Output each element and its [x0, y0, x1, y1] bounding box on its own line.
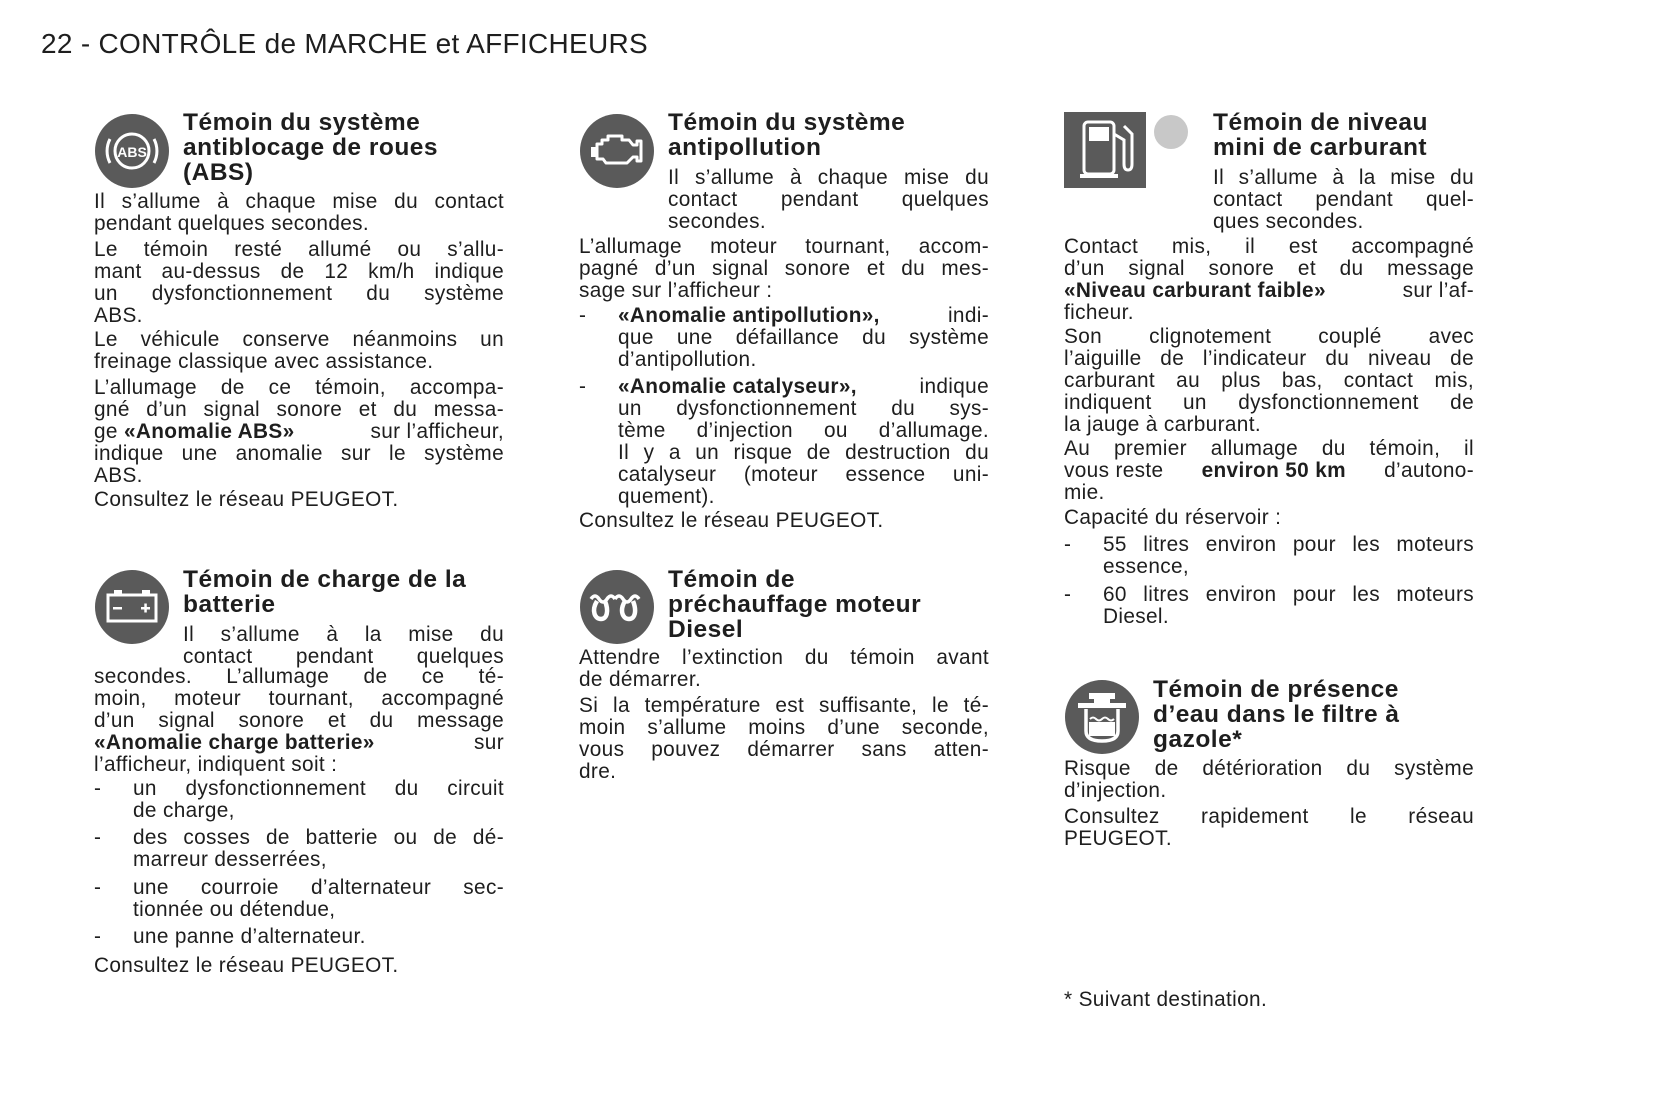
fuel-paragraph-5: Capacité du réservoir :	[1064, 506, 1282, 529]
fuel-paragraph-1: Il s’allume à la mise du contact pendant quel- ques secondes.	[1213, 166, 1474, 233]
fuel-paragraph-3: Son clignotement couplé avec l’aiguille de l’indicateur du niveau de carburant au plus bas, contact mis, indiquent un dysfonctionnement de la jauge à carburant.	[1064, 325, 1474, 436]
battery-consult: Consultez le réseau PEUGEOT.	[94, 954, 399, 977]
fuel-paragraph-4: Au premier allumage du témoin, il vous reste environ 50 km d’autono- mie.	[1064, 437, 1474, 504]
battery-paragraph-1a: Il s’allume à la mise du contact pendant quelques	[183, 623, 504, 668]
abs-paragraph-2: Le témoin resté allumé ou s’allu- mant au-dessus de 12 km/h indique un dysfonctionnement du système ABS.	[94, 238, 504, 327]
abs-warning-icon	[94, 113, 170, 189]
antipollution-paragraph-1: Il s’allume à chaque mise du contact pendant quelques secondes.	[668, 166, 989, 233]
fuel-paragraph-2: Contact mis, il est accompagné d’un signal sonore et du message «Niveau carburant faible» sur l’af- ficheur.	[1064, 235, 1474, 324]
glow-plug-icon	[579, 569, 655, 645]
svg-text:ABS: ABS	[117, 144, 147, 160]
indicator-dot-icon	[1153, 114, 1189, 150]
abs-paragraph-4: L’allumage de ce témoin, accompa- gné d’un signal sonore et du messa- ge «Anomalie ABS» sur l’afficheur, indique une anomalie sur le système ABS.	[94, 376, 504, 487]
water-filter-paragraph-1: Risque de détérioration du système d’injection.	[1064, 757, 1474, 802]
battery-icon	[94, 569, 170, 645]
abs-title: Témoin du système antiblocage de roues (ABS)	[183, 109, 439, 186]
page-title: 22 - CONTRÔLE de MARCHE et AFFICHEURS	[41, 28, 649, 59]
water-filter-paragraph-2: Consultez rapidement le réseau PEUGEOT.	[1064, 805, 1474, 850]
antipollution-paragraph-2: L’allumage moteur tournant, accom- pagné d’un signal sonore et du mes- sage sur l’afficheur :	[579, 235, 989, 302]
abs-paragraph-3: Le véhicule conserve néanmoins un freinage classique avec assistance.	[94, 328, 504, 373]
antipollution-title: Témoin du système antipollution	[668, 109, 906, 161]
preheat-paragraph-1: Attendre l’extinction du témoin avant de démarrer.	[579, 646, 989, 691]
battery-title: Témoin de charge de la batterie	[183, 566, 467, 618]
preheat-paragraph-2: Si la température est suffisante, le té- moin s’allume moins d’une seconde, vous pouvez démarrer sans atten- dre.	[579, 694, 989, 783]
abs-consult: Consultez le réseau PEUGEOT.	[94, 488, 399, 511]
footnote: * Suivant destination.	[1064, 988, 1268, 1011]
abs-paragraph-1: Il s’allume à chaque mise du contact pendant quelques secondes.	[94, 190, 504, 235]
water-filter-title: Témoin de présence d’eau dans le filtre à gazole*	[1153, 676, 1400, 753]
water-filter-icon	[1064, 679, 1140, 755]
fuel-title: Témoin de niveau mini de carburant	[1213, 109, 1428, 161]
battery-paragraph-1b: secondes. L’allumage de ce té- moin, moteur tournant, accompagné d’un signal sonore et du message «Anomalie charge batterie» sur l’afficheur, indiquent soit :	[94, 665, 504, 776]
fuel-pump-icon	[1064, 112, 1146, 188]
engine-check-icon	[579, 113, 655, 189]
preheat-title: Témoin de préchauffage moteur Diesel	[668, 566, 922, 643]
antipollution-consult: Consultez le réseau PEUGEOT.	[579, 509, 884, 532]
